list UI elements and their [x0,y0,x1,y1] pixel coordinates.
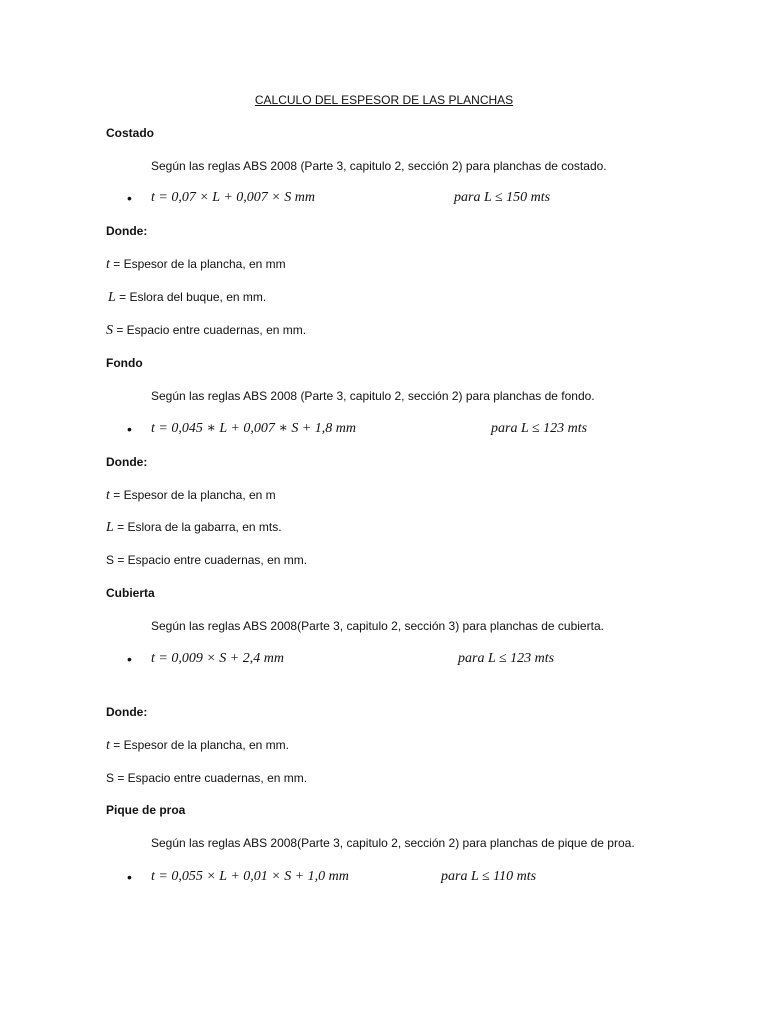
def-costado-t [106,256,286,273]
condition-pique: para L ≤ 110 mts [441,869,537,884]
page-title: CALCULO DEL ESPESOR DE LAS PLANCHAS [254,93,514,107]
def-cubierta-s: S = Espacio entre cuadernas, en mm. [106,771,308,785]
def-text: = Espacio entre cuadernas, en mm. [113,323,307,337]
intro-pique: Según las reglas ABS 2008(Parte 3, capitulo 2, sección 2) para planchas de pique de proa. [151,836,635,850]
bullet-costado: • [127,190,132,206]
def-fondo-t [106,487,276,504]
condition-fondo: para L ≤ 123 mts [491,421,588,436]
bullet-pique: • [127,869,132,885]
def-text: = Eslora del buque, en mm. [115,290,267,304]
heading-fondo: Fondo [106,356,143,370]
symbol-t: t [106,738,110,753]
def-costado-s [106,322,306,339]
heading-pique: Pique de proa [106,803,186,817]
intro-cubierta: Según las reglas ABS 2008(Parte 3, capitulo 2, sección 3) para planchas de cubierta. [151,619,604,633]
donde-cubierta: Donde: [106,705,148,719]
formula-cubierta: t = 0,009 × S + 2,4 mm [151,651,284,666]
def-cubierta-t [106,737,289,754]
formula-fondo: t = 0,045 ∗ L + 0,007 ∗ S + 1,8 mm [151,421,357,436]
def-text: = Espesor de la plancha, en mm. [109,738,289,752]
def-text: = Eslora de la gabarra, en mts. [113,520,282,534]
symbol-l: L [106,520,114,535]
def-text: = Espesor de la plancha, en mm [109,257,286,271]
def-costado-l [108,289,266,306]
symbol-t: t [106,257,110,272]
def-fondo-l [106,519,282,536]
heading-costado: Costado [106,126,154,140]
symbol-s: S [106,323,113,338]
donde-fondo: Donde: [106,455,148,469]
intro-fondo: Según las reglas ABS 2008 (Parte 3, capitulo 2, sección 2) para planchas de fondo. [151,389,595,403]
heading-cubierta: Cubierta [106,586,155,600]
def-fondo-s: S = Espacio entre cuadernas, en mm. [106,553,308,567]
formula-pique: t = 0,055 × L + 0,01 × S + 1,0 mm [151,869,349,884]
condition-cubierta: para L ≤ 123 mts [458,651,555,666]
condition-costado: para L ≤ 150 mts [454,190,551,205]
intro-costado: Según las reglas ABS 2008 (Parte 3, capitulo 2, sección 2) para planchas de costado. [151,159,607,173]
symbol-l: L [108,290,116,305]
bullet-fondo: • [127,421,132,437]
def-text: = Espesor de la plancha, en m [109,488,276,502]
bullet-cubierta: • [127,651,132,667]
formula-costado: t = 0,07 × L + 0,007 × S mm [151,190,315,205]
donde-costado: Donde: [106,224,148,238]
symbol-t: t [106,488,110,503]
